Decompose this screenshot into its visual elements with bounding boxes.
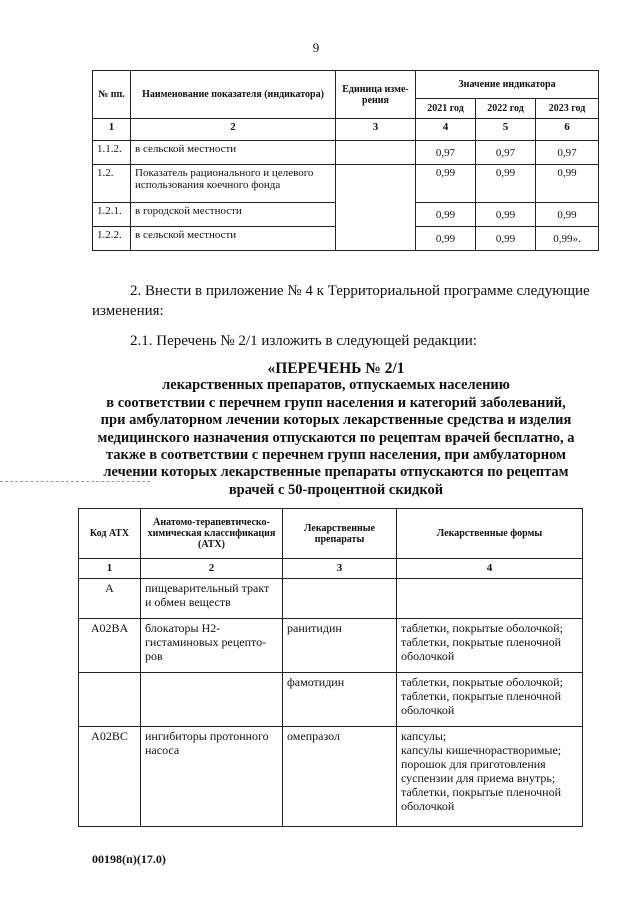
column-number: 1: [79, 559, 141, 579]
col-header-atc: Анатомо-терапевтическо-химическая классификация (АТХ): [141, 509, 283, 559]
row-code: A02BA: [79, 619, 141, 673]
paragraph-2: 2. Внести в приложение № 4 к Территориальной программе следующие: [130, 283, 590, 299]
row-forms: [397, 579, 583, 619]
heading-line: в соответствии с перечнем групп населения и категорий заболеваний,: [106, 394, 566, 411]
col-header-name: Наименование показателя (индикатора): [131, 71, 336, 119]
row-code: A02BC: [79, 727, 141, 827]
heading-line: также в соответствии с перечнем групп населения, при амбулаторном: [106, 447, 566, 464]
column-number: 3: [336, 119, 416, 141]
col-header-drugs: Лекарственные препараты: [283, 509, 397, 559]
table-row: [79, 619, 583, 673]
row-drug: ранитидин: [283, 619, 397, 673]
row-value-2022: 0,99: [476, 203, 536, 227]
row-name: в городской местности: [131, 203, 336, 227]
row-atc: ингибиторы протонного насоса: [141, 727, 283, 827]
row-unit-merged: [336, 165, 416, 251]
heading-line: «ПЕРЕЧЕНЬ № 2/1: [267, 360, 405, 377]
page-number: 9: [312, 40, 320, 55]
row-atc: [141, 673, 283, 727]
paragraph-2-continued: изменения:: [92, 303, 164, 319]
row-num: 1.1.2.: [93, 141, 131, 165]
row-value-2022: 0,99: [476, 227, 536, 251]
row-atc: блокаторы Н2-гистаминовых рецепто-ров: [141, 619, 283, 673]
indicator-table: [92, 70, 599, 251]
heading-line: врачей с 50-процентной скидкой: [228, 481, 444, 498]
column-number: 4: [416, 119, 476, 141]
table-row: [79, 579, 583, 619]
column-number: 6: [536, 119, 599, 141]
table-row: [79, 673, 583, 727]
row-num: 1.2.2.: [93, 227, 131, 251]
column-number: 4: [397, 559, 583, 579]
row-value-2023: 0,99».: [536, 227, 599, 251]
col-header-year: 2023 год: [536, 99, 599, 119]
row-value-2021: 0,99: [416, 227, 476, 251]
row-drug: [283, 579, 397, 619]
column-number: 3: [283, 559, 397, 579]
column-number: 2: [141, 559, 283, 579]
column-number-row: [93, 119, 599, 141]
heading-line: медицинского назначения отпускаются по рецептам врачей бесплатно, а: [97, 429, 575, 446]
row-num: 1.2.1.: [93, 203, 131, 227]
table-row: [79, 727, 583, 827]
scan-artifact-line: [0, 481, 150, 482]
col-header-unit: Единица изме-рения: [336, 71, 416, 119]
row-value-2023: 0,97: [536, 141, 599, 165]
col-header-year: 2022 год: [476, 99, 536, 119]
row-value-2021: 0,99: [416, 203, 476, 227]
row-drug: фамотидин: [283, 673, 397, 727]
row-value-2021: 0,97: [416, 141, 476, 165]
col-header-value-group: Значение индикатора: [416, 71, 599, 99]
column-number-row: [79, 559, 583, 579]
document-code: 00198(п)(17.0): [92, 852, 166, 866]
row-num: 1.2.: [93, 165, 131, 203]
column-number: 2: [131, 119, 336, 141]
row-value-2021: 0,99: [416, 165, 476, 203]
col-header-forms: Лекарственные формы: [397, 509, 583, 559]
paragraph-2-1: 2.1. Перечень № 2/1 изложить в следующей редакции:: [130, 333, 477, 349]
row-name: Показатель рационального и целевого использования коечного фонда: [131, 165, 336, 203]
row-value-2022: 0,99: [476, 165, 536, 203]
row-forms: таблетки, покрытые оболочкой; таблетки, покрытые пленочной оболочкой: [397, 673, 583, 727]
drug-list-table: [78, 508, 583, 827]
row-unit: [336, 141, 416, 165]
heading-line: при амбулаторном лечении которых лекарственные средства и изделия: [100, 412, 572, 429]
heading-line: лечении которых лекарственные препараты отпускаются по рецептам: [103, 464, 569, 481]
row-code: А: [79, 579, 141, 619]
row-name: в сельской местности: [131, 141, 336, 165]
table-row: [93, 141, 599, 165]
list-heading: [86, 360, 586, 499]
col-header-year: 2021 год: [416, 99, 476, 119]
row-name: в сельской местности: [131, 227, 336, 251]
col-header-num: № пп.: [93, 71, 131, 119]
table-row: [93, 165, 599, 203]
row-drug: омепразол: [283, 727, 397, 827]
row-forms: капсулы; капсулы кишечнорастворимые; порошок для приготовления суспензии для приема внутрь; таблетки, покрытые пленочной оболочкой: [397, 727, 583, 827]
heading-line: лекарственных препаратов, отпускаемых населению: [162, 377, 510, 394]
column-number: 5: [476, 119, 536, 141]
row-code: [79, 673, 141, 727]
row-value-2023: 0,99: [536, 203, 599, 227]
col-header-code: Код АТХ: [79, 509, 141, 559]
row-value-2022: 0,97: [476, 141, 536, 165]
row-value-2023: 0,99: [536, 165, 599, 203]
row-forms: таблетки, покрытые оболочкой; таблетки, покрытые пленочной оболочкой: [397, 619, 583, 673]
row-atc: пищеварительный тракт и обмен веществ: [141, 579, 283, 619]
column-number: 1: [93, 119, 131, 141]
